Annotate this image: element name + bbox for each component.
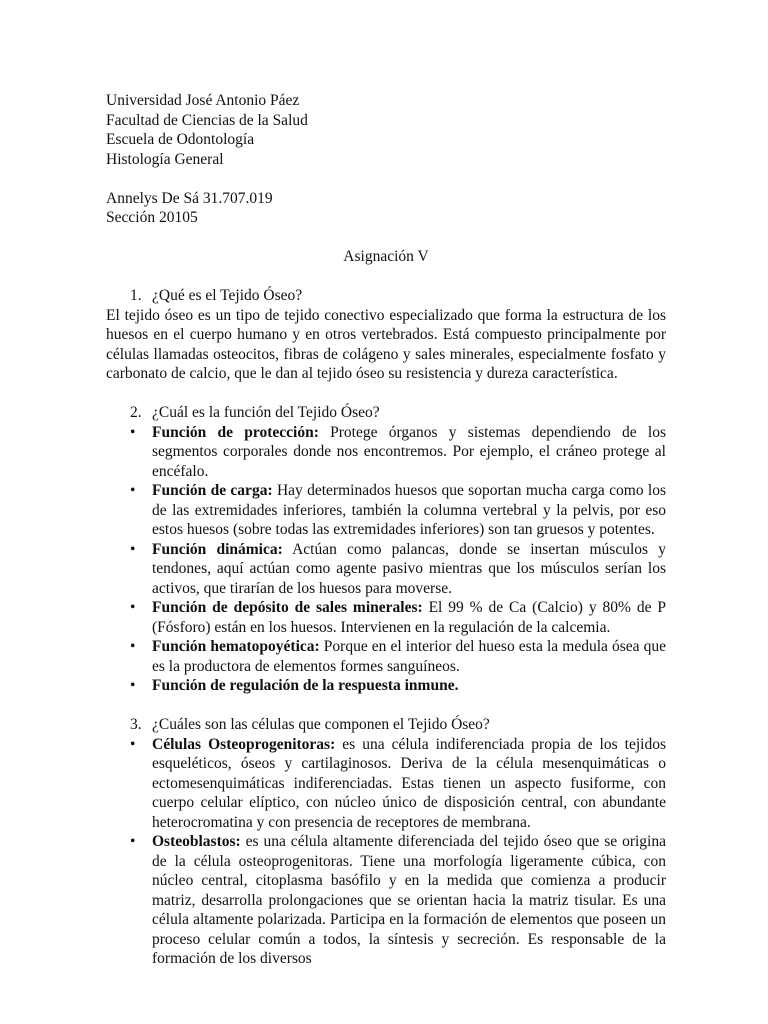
list-item-term: Función dinámica: [152,540,283,558]
bullet-icon: • [130,735,136,753]
question-1-answer: El tejido óseo es un tipo de tejido conectivo especializado que forma la estructura de los huesos en el cuerpo humano y en otros vertebrados. Está compuesto principalmente por células llamadas osteocitos, fibras de colágeno y sales minerales, especialmente fosfato y carbonato de calcio, que le dan al tejido óseo su resistencia y dureza característica. [106,306,666,382]
list-item-term: Función de regulación de la respuesta inmune. [152,677,459,694]
header-line-course: Histología General [106,150,224,168]
list-item-text: es una célula indiferenciada propia de los tejidos esqueléticos, óseos y cartilaginosos. Deriva de la célula mesenquimáticas o ectomesenquimáticas indiferenciadas. Estas tienen un aspecto fusiforme, con cuerpo celular elíptico, con núcleo único de disposición central, con abundante heterocromatina y con presencia de receptores de membrana. [152,735,666,831]
author-section: Sección 20105 [106,209,198,226]
list-item [106,598,666,637]
question-2-heading [106,403,666,423]
list-item-text: Hay determinados huesos que soportan mucha carga como los de las extremidades inferiores, también la columna vertebral y la pelvis, por eso estos huesos (sobre todas las extremidades inferiores) son tan gruesos y potentes. [152,482,667,538]
list-item-term: Osteoblastos: [152,833,241,850]
list-item [106,540,666,599]
list-item [106,481,666,540]
question-text: ¿Cuáles son las células que componen el Tejido Óseo? [152,716,490,733]
question-3-heading [106,715,666,735]
header-line-school: Escuela de Odontología [106,131,255,148]
question-1-heading [106,286,666,306]
list-item [106,832,666,969]
spacer [106,267,666,287]
bullet-icon: • [130,599,136,616]
function-list [106,423,666,696]
bullet-icon: • [130,638,136,655]
list-item [106,423,666,482]
question-number: 2. [130,404,142,421]
list-item-text: es una célula altamente diferenciada del tejido óseo que se origina de la célula osteoprogenitoras. Tiene una morfología ligeramente cúbica, con núcleo central, citoplasma basófilo y en la medida que comienza a producir matriz, desarrolla prolongaciones que se orientan hacia la matriz tisular. Es una célula altamente polarizada. Participa en la formación de elementos que poseen un proceso celular común a todos, la síntesis y secreción. Es responsable de la formación de los diversos [152,833,666,967]
question-text: ¿Cuál es la función del Tejido Óseo? [152,404,380,421]
spacer [106,384,666,404]
bullet-icon: • [130,540,136,558]
document-title: Asignación V [343,248,429,265]
spacer [106,228,666,248]
list-item-text: Actúan como palancas, donde se insertan músculos y tendones, aquí actúan como agente pasivo mientras que los músculos serían los activos, que tirarían de los huesos para moverse. [152,540,666,597]
cell-list [106,735,666,969]
list-item-term: Función de depósito de sales minerales: [152,599,423,616]
spacer [106,696,666,716]
question-text: ¿Qué es el Tejido Óseo? [152,287,303,304]
list-item-text: El 99 % de Ca (Calcio) y 80% de P (Fósforo) están en los huesos. Intervienen en la regulación de la calcemia. [152,599,666,636]
bullet-icon: • [130,423,136,441]
document-body [106,91,666,969]
list-item-term: Función de protección: [152,423,319,441]
bullet-icon: • [130,833,136,850]
header-line-university: Universidad José Antonio Páez [106,92,300,109]
list-item-term: Función hematopoyética: [152,638,320,655]
list-item [106,676,666,696]
question-number: 3. [130,716,142,733]
author-block [106,189,666,228]
institution-header [106,91,666,169]
list-item-text: Porque en el interior del hueso esta la medula ósea que es la productora de elementos formes sanguíneos. [152,638,666,675]
list-item-term: Células Osteoprogenitoras: [152,735,336,753]
list-item [106,735,666,833]
bullet-icon: • [130,482,136,499]
list-item [106,637,666,676]
list-item-text: Protege órganos y sistemas dependiendo de los segmentos corporales donde nos encontremos. Por ejemplo, el cráneo protege al encéfalo. [152,423,666,480]
header-line-faculty: Facultad de Ciencias de la Salud [106,111,308,129]
spacer [106,169,666,189]
bullet-icon: • [130,677,136,694]
list-item-term: Función de carga: [152,482,273,499]
author-name-id: Annelys De Sá 31.707.019 [106,189,273,207]
question-number: 1. [130,287,142,304]
